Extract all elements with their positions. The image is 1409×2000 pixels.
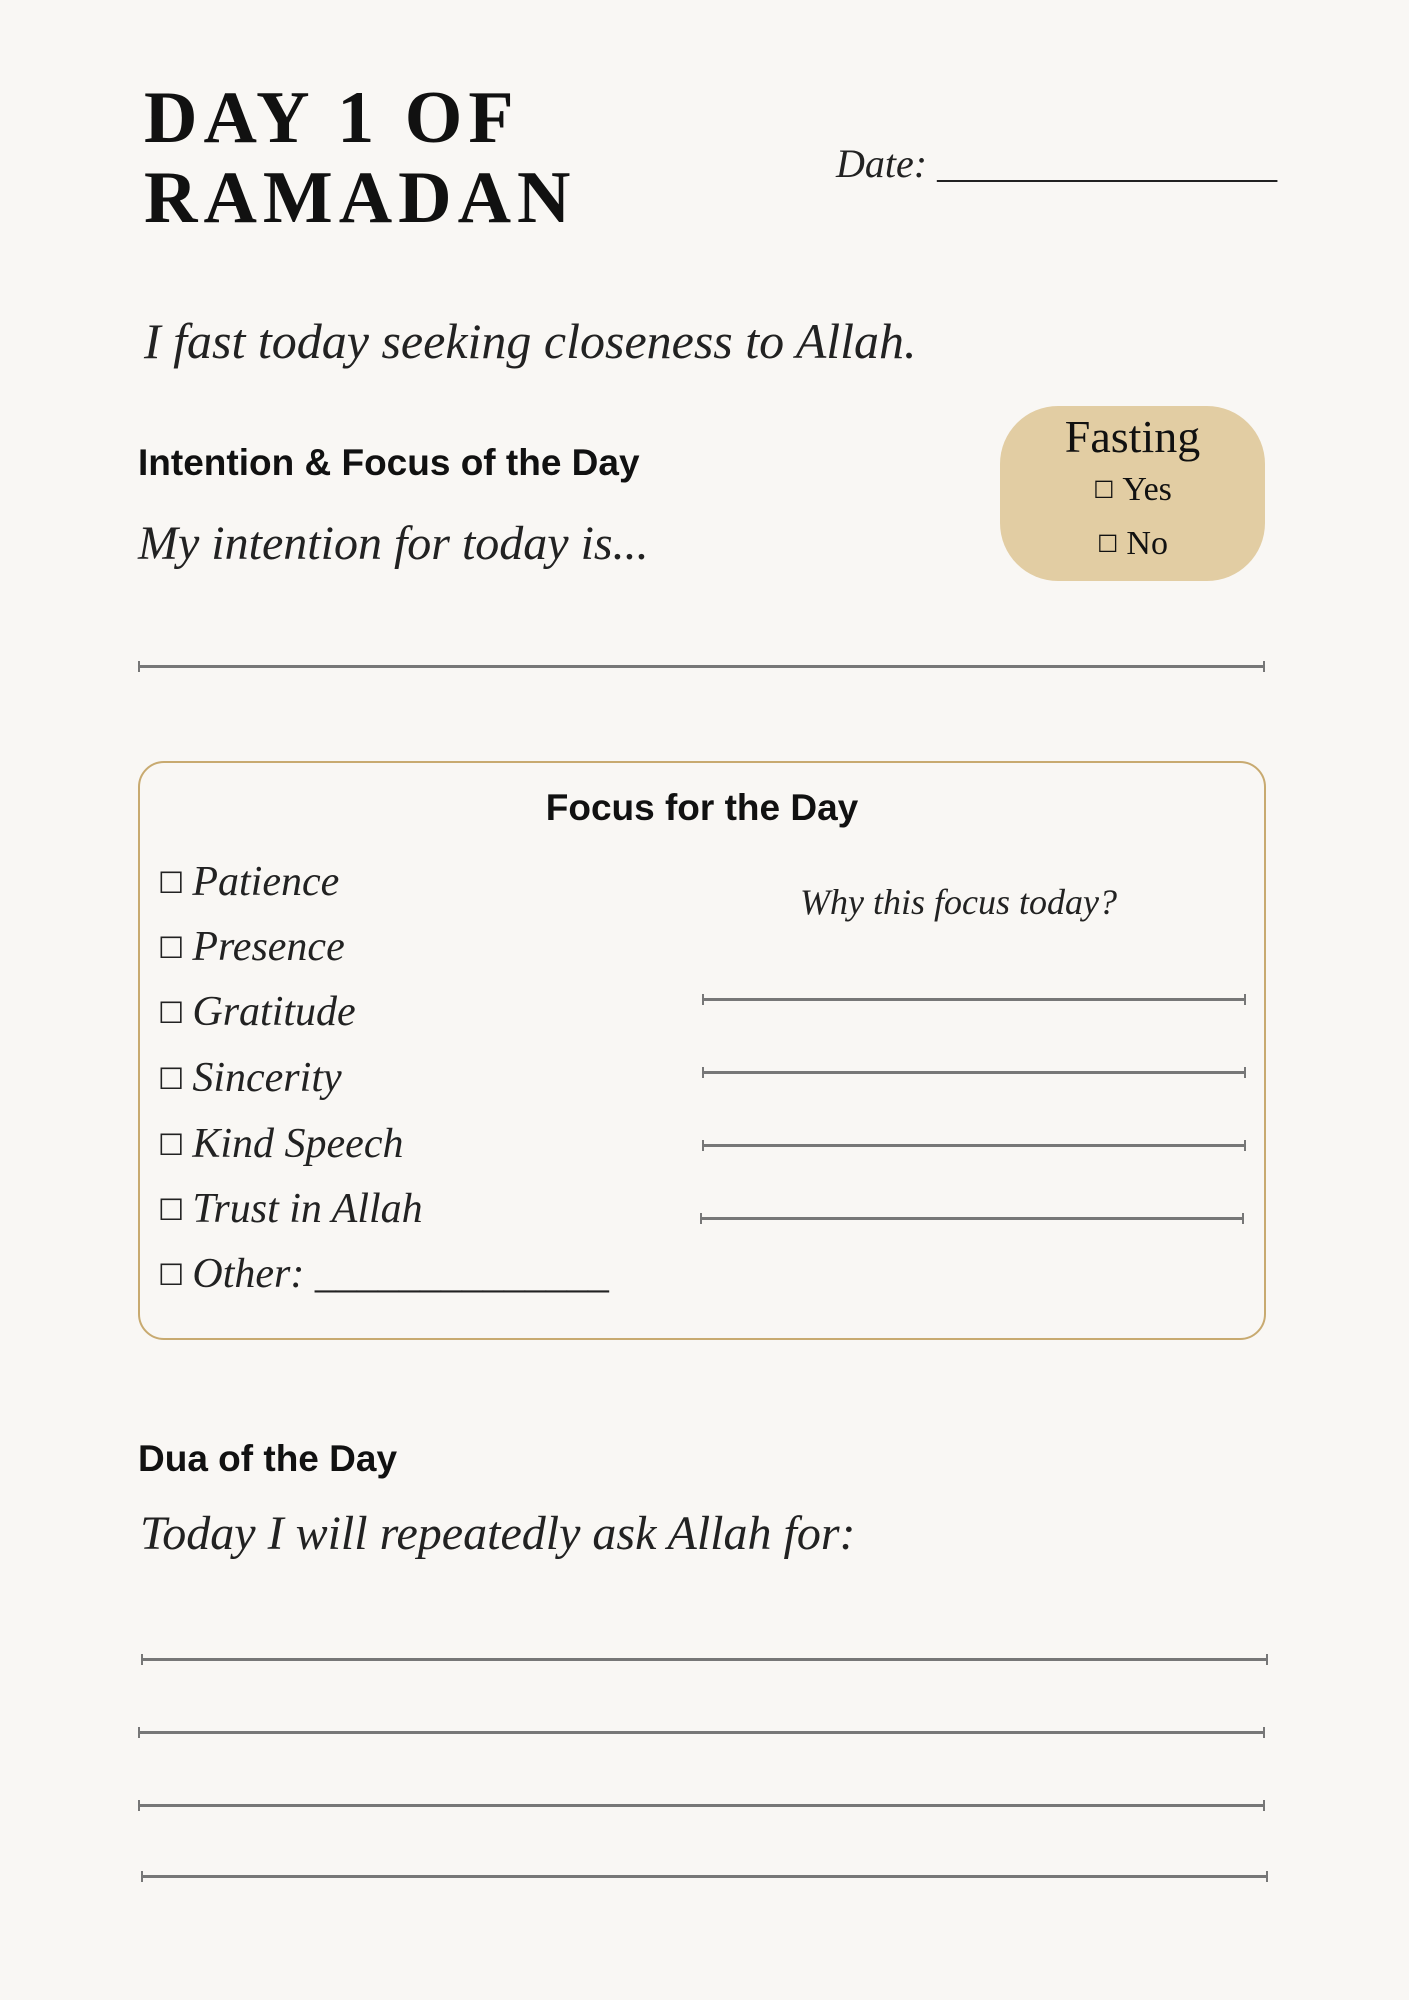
dua-prompt: Today I will repeatedly ask Allah for: xyxy=(140,1507,856,1560)
fasting-title: Fasting xyxy=(1064,411,1201,462)
fasting-option-label: Yes xyxy=(1122,471,1172,508)
focus-item-label: Trust in Allah xyxy=(192,1186,423,1232)
checkbox-icon[interactable]: ☐ xyxy=(1093,476,1115,504)
checkbox-icon[interactable]: ☐ xyxy=(158,996,185,1030)
fasting-card xyxy=(1000,406,1265,581)
fasting-option-label: No xyxy=(1126,525,1168,562)
tagline: I fast today seeking closeness to Allah. xyxy=(144,313,917,369)
checkbox-icon[interactable]: ☐ xyxy=(158,931,185,965)
checkbox-icon[interactable]: ☐ xyxy=(158,1193,185,1227)
intention-write-line[interactable] xyxy=(138,665,1265,668)
why-write-line[interactable] xyxy=(700,1217,1244,1220)
dua-write-line[interactable] xyxy=(141,1658,1268,1661)
focus-card xyxy=(138,761,1266,1340)
focus-item-label: Gratitude xyxy=(192,989,356,1035)
why-focus-prompt: Why this focus today? xyxy=(800,882,1117,922)
fasting-option-yes[interactable] xyxy=(1000,463,1265,517)
checkbox-icon[interactable]: ☐ xyxy=(158,1062,185,1096)
dua-write-line[interactable] xyxy=(138,1804,1265,1807)
dua-heading: Dua of the Day xyxy=(138,1438,398,1479)
why-write-line[interactable] xyxy=(702,1071,1246,1074)
title-line-1: DAY 1 OF xyxy=(144,77,520,159)
focus-item-presence[interactable] xyxy=(158,923,345,971)
fasting-option-no[interactable] xyxy=(1000,517,1265,571)
focus-item-gratitude[interactable] xyxy=(158,988,356,1036)
why-write-line[interactable] xyxy=(702,998,1246,1001)
focus-item-label: Patience xyxy=(192,859,340,905)
checkbox-icon[interactable]: ☐ xyxy=(158,866,185,900)
focus-item-sincerity[interactable] xyxy=(158,1054,342,1102)
page-title xyxy=(144,78,577,238)
focus-item-trust-in-allah[interactable] xyxy=(158,1185,423,1233)
why-write-line[interactable] xyxy=(702,1144,1246,1147)
focus-item-label: Kind Speech xyxy=(192,1121,404,1167)
focus-item-label: Other: ______________ xyxy=(192,1251,609,1297)
checkbox-icon[interactable]: ☐ xyxy=(158,1128,185,1162)
focus-item-patience[interactable] xyxy=(158,858,339,906)
title-line-2: RAMADAN xyxy=(144,157,577,239)
dua-write-line[interactable] xyxy=(141,1875,1268,1878)
focus-title: Focus for the Day xyxy=(545,787,859,828)
intention-heading: Intention & Focus of the Day xyxy=(138,442,640,483)
focus-item-label: Sincerity xyxy=(192,1055,342,1101)
date-field[interactable]: Date: _________________ xyxy=(836,141,1278,186)
focus-item-kind-speech[interactable] xyxy=(158,1120,403,1168)
dua-write-line[interactable] xyxy=(138,1731,1265,1734)
checkbox-icon[interactable]: ☐ xyxy=(1097,530,1119,558)
focus-item-label: Presence xyxy=(192,924,345,970)
checkbox-icon[interactable]: ☐ xyxy=(158,1258,185,1292)
intention-prompt: My intention for today is... xyxy=(138,517,649,570)
focus-item-other[interactable] xyxy=(158,1250,609,1298)
